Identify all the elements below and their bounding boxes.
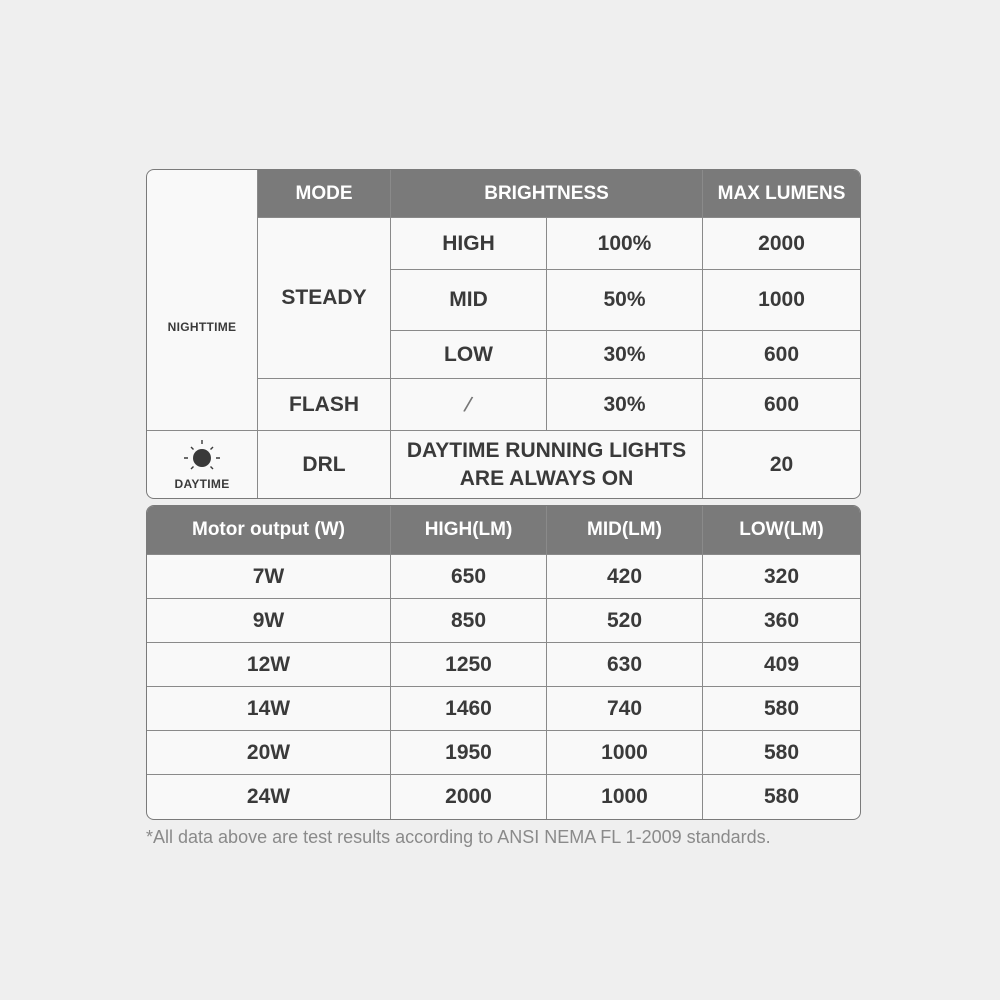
high-lm: 2000 [391, 775, 547, 819]
mid-lm: 740 [547, 687, 703, 731]
flash-lumens: 600 [703, 379, 860, 431]
high-lm: 650 [391, 555, 547, 599]
steady-percent: 50% [547, 270, 703, 331]
steady-lumens: 1000 [703, 270, 860, 331]
mid-lm: 520 [547, 599, 703, 643]
motor-watts: 20W [147, 731, 391, 775]
header-mode: MODE [258, 170, 391, 218]
low-lm: 580 [703, 687, 860, 731]
steady-lumens: 600 [703, 331, 860, 379]
nighttime-cell [147, 170, 258, 431]
low-lm: 320 [703, 555, 860, 599]
mid-lm: 1000 [547, 775, 703, 819]
table-row [147, 731, 860, 775]
flash-percent: 30% [547, 379, 703, 431]
table-row [147, 643, 860, 687]
table-row [147, 599, 860, 643]
steady-percent: 100% [547, 218, 703, 270]
header-high-lm: HIGH(LM) [391, 506, 547, 555]
mid-lm: 630 [547, 643, 703, 687]
sun-icon [180, 438, 224, 474]
steady-level: HIGH [391, 218, 547, 270]
daytime-label: DAYTIME [174, 477, 230, 491]
high-lm: 1950 [391, 731, 547, 775]
table-row [147, 555, 860, 599]
footnote: *All data above are test results according to ANSI NEMA FL 1-2009 standards. [146, 827, 771, 847]
high-lm: 1460 [391, 687, 547, 731]
steady-level: MID [391, 270, 547, 331]
mid-lm: 420 [547, 555, 703, 599]
low-lm: 409 [703, 643, 860, 687]
flash-level [391, 379, 547, 431]
motor-watts: 7W [147, 555, 391, 599]
modes-table [146, 169, 861, 499]
drl-description-line2: ARE ALWAYS ON [459, 466, 634, 490]
steady-percent: 30% [547, 331, 703, 379]
low-lm: 580 [763, 785, 800, 808]
mode-flash: FLASH [258, 379, 391, 431]
low-lm: 360 [703, 599, 860, 643]
motor-watts: 14W [147, 687, 391, 731]
steady-level: LOW [391, 331, 547, 379]
motor-watts: 24W [147, 775, 391, 819]
high-lm: 1250 [391, 643, 547, 687]
header-max-lumens: MAX LUMENS [703, 170, 860, 218]
header-mid-lm: MID(LM) [547, 506, 703, 555]
header-low-lm: LOW(LM) [703, 506, 860, 555]
nighttime-label: NIGHTTIME [167, 319, 237, 334]
mode-drl: DRL [258, 431, 391, 498]
drl-description [391, 431, 703, 498]
drl-lumens: 20 [769, 452, 794, 476]
mode-steady: STEADY [258, 218, 391, 379]
motor-watts: 9W [147, 599, 391, 643]
flash-level-slash: / [462, 391, 475, 417]
daytime-cell [147, 431, 258, 498]
low-lm: 580 [703, 731, 860, 775]
table-row [147, 775, 860, 819]
high-lm: 850 [391, 599, 547, 643]
motor-output-table [146, 505, 861, 820]
moon-icon [180, 267, 224, 311]
table-row [147, 687, 860, 731]
header-brightness: BRIGHTNESS [391, 170, 703, 218]
steady-lumens: 2000 [703, 218, 860, 270]
motor-watts: 12W [147, 643, 391, 687]
header-motor-output: Motor output (W) [147, 506, 391, 555]
drl-description-line1: DAYTIME RUNNING LIGHTS [406, 438, 687, 462]
mid-lm: 1000 [547, 731, 703, 775]
